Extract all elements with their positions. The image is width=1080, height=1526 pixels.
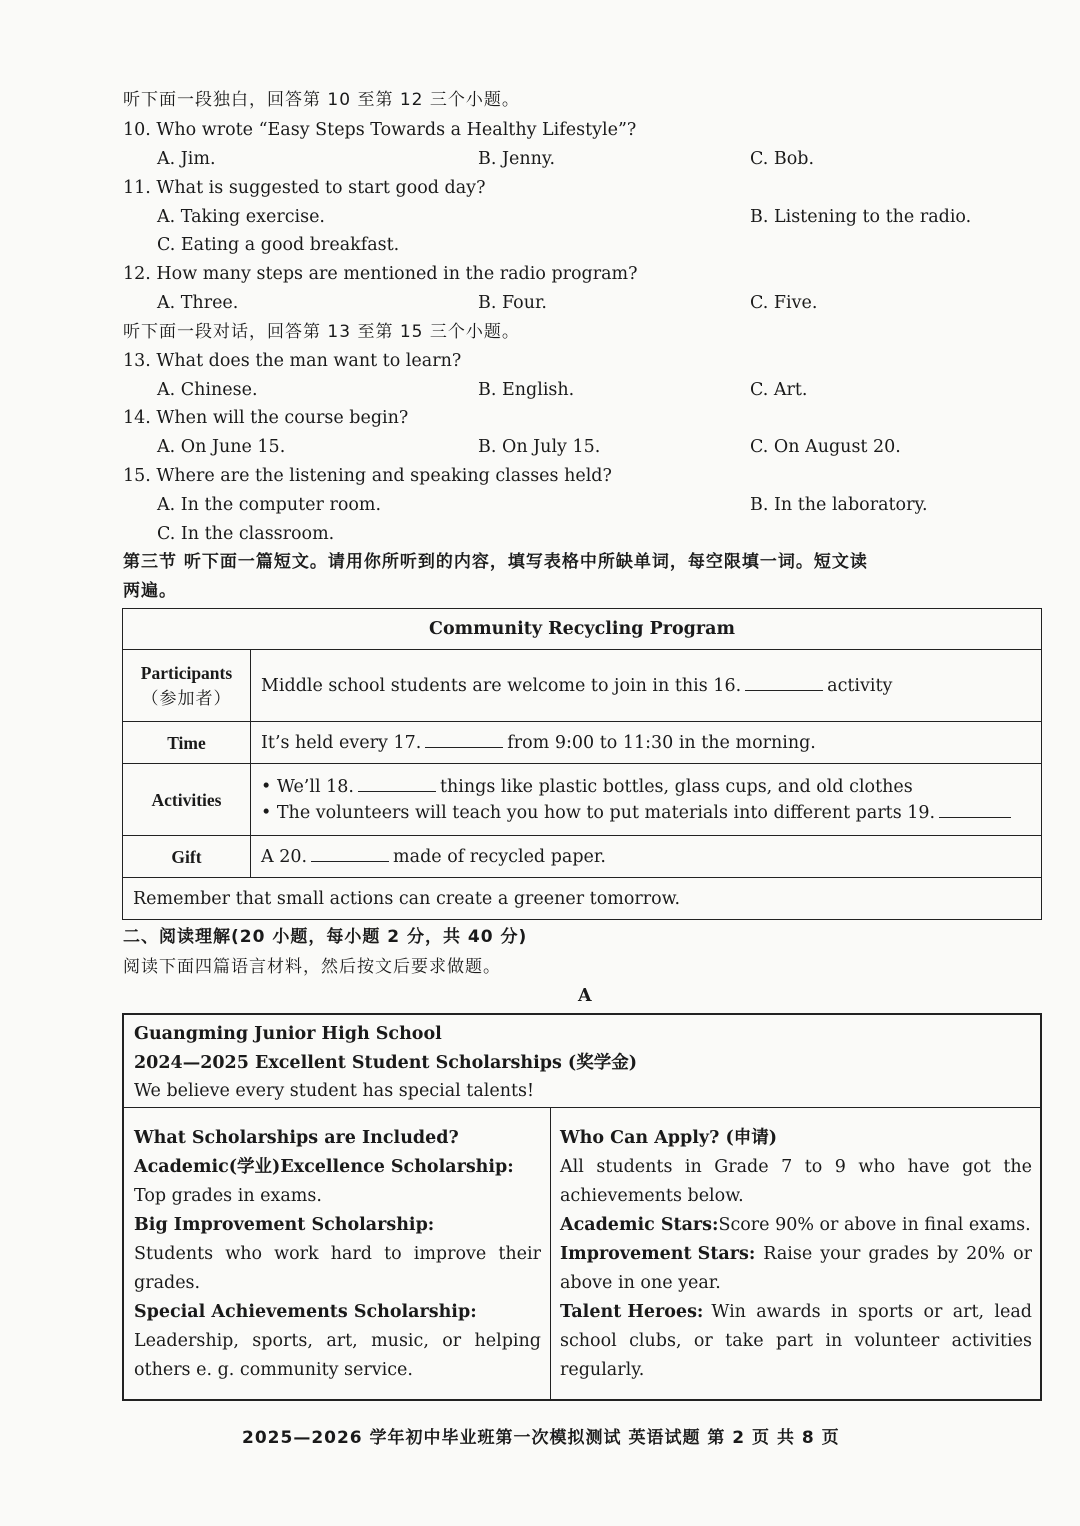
option-11a: A. Taking exercise.	[157, 207, 325, 227]
option-15b: B. In the laboratory.	[750, 495, 928, 515]
scholarships-included	[134, 1124, 541, 1385]
question-15: 15. Where are the listening and speaking classes held?	[123, 466, 612, 486]
talent-heroes	[560, 1298, 1032, 1327]
academic-stars	[560, 1211, 1032, 1240]
option-11b: B. Listening to the radio.	[750, 207, 972, 227]
question-12: 12. How many steps are mentioned in the radio program?	[123, 264, 638, 284]
blank-16[interactable]	[745, 676, 823, 691]
gift-label: Gift	[123, 836, 251, 878]
header-divider	[124, 1107, 1040, 1108]
blank-19[interactable]	[939, 803, 1011, 818]
who-can-apply	[560, 1124, 1032, 1385]
section3-instruction: 第三节 听下面一篇短文。请用你所听到的内容，填写表格中所缺单词，每空限填一词。短文读	[123, 552, 868, 572]
monologue-instruction: 听下面一段独白，回答第 10 至第 12 三个小题。	[123, 90, 520, 110]
question-10: 10. Who wrote “Easy Steps Towards a Healthy Lifestyle”?	[123, 120, 637, 140]
participants-label	[123, 650, 251, 722]
option-10c: C. Bob.	[750, 149, 815, 169]
apply-text: All students in Grade 7 to 9 who have got the	[560, 1157, 1032, 1177]
option-12c: C. Five.	[750, 293, 818, 313]
blank-17[interactable]	[425, 733, 503, 748]
improvement-scholarship-title: Big Improvement Scholarship:	[134, 1215, 435, 1235]
academic-stars-text: Score 90% or above in final exams.	[718, 1215, 1031, 1235]
improvement-stars-text-cont: above in one year.	[560, 1273, 721, 1293]
talent-heroes-label: Talent Heroes:	[560, 1302, 704, 1322]
question-11: 11. What is suggested to start good day?	[123, 178, 486, 198]
included-heading: What Scholarships are Included?	[134, 1128, 459, 1148]
time-text: It’s held every 17.	[261, 732, 422, 753]
special-scholarship-title: Special Achievements Scholarship:	[134, 1302, 477, 1322]
option-10b: B. Jenny.	[478, 149, 556, 169]
reading-instruction: 阅读下面四篇语言材料，然后按文后要求做题。	[123, 957, 501, 977]
special-scholarship-text: Leadership, sports, art, music, or helping	[134, 1331, 541, 1351]
activity-1-text: • We’ll 18.	[261, 776, 354, 797]
improvement-scholarship-text: Students who work hard to improve their	[134, 1244, 541, 1264]
question-14: 14. When will the course begin?	[123, 408, 409, 428]
table-footer: Remember that small actions can create a greener tomorrow.	[123, 878, 1042, 920]
blank-20[interactable]	[311, 847, 389, 862]
apply-heading: Who Can Apply? (申请)	[560, 1128, 777, 1148]
page-footer: 2025—2026 学年初中毕业班第一次模拟测试 英语试题 第 2 页 共 8 页	[242, 1428, 840, 1448]
improvement-stars-text: Raise your grades by 20% or	[763, 1244, 1032, 1264]
participants-label-cn: （参加者）	[141, 688, 232, 709]
participants-cell	[251, 650, 1042, 722]
scholarship-motto: We believe every student has special talents!	[134, 1081, 535, 1101]
participants-text: Middle school students are welcome to join in this 16.	[261, 675, 742, 696]
option-12a: A. Three.	[157, 293, 239, 313]
option-14b: B. On July 15.	[478, 437, 601, 457]
improvement-stars	[560, 1240, 1032, 1269]
table-title: Community Recycling Program	[123, 609, 1042, 650]
talent-heroes-text-end: regularly.	[560, 1360, 645, 1380]
special-scholarship-text-cont: others e. g. community service.	[134, 1360, 413, 1380]
gift-text-end: made of recycled paper.	[393, 846, 606, 867]
participants-label-en: Participants	[140, 662, 233, 683]
activity-2-text: • The volunteers will teach you how to put materials into different parts 19.	[261, 802, 936, 823]
option-14c: C. On August 20.	[750, 437, 901, 457]
option-13a: A. Chinese.	[157, 380, 258, 400]
blank-18[interactable]	[358, 777, 436, 792]
option-13c: C. Art.	[750, 380, 808, 400]
school-name: Guangming Junior High School	[134, 1024, 442, 1044]
activity-1-text-end: things like plastic bottles, glass cups, and old clothes	[439, 776, 913, 797]
gift-cell	[251, 836, 1042, 878]
improvement-scholarship-text-cont: grades.	[134, 1273, 201, 1293]
activities-cell	[251, 764, 1042, 836]
option-12b: B. Four.	[478, 293, 547, 313]
scholarship-title: 2024—2025 Excellent Student Scholarships (奖学金)	[134, 1053, 637, 1073]
passage-label: A	[578, 986, 592, 1006]
academic-scholarship-text: Top grades in exams.	[134, 1186, 322, 1206]
apply-text-cont: achievements below.	[560, 1186, 744, 1206]
time-label: Time	[123, 722, 251, 764]
gift-text: A 20.	[261, 846, 308, 867]
academic-stars-label: Academic Stars:	[560, 1215, 719, 1235]
option-10a: A. Jim.	[157, 149, 216, 169]
scholarship-notice	[122, 1013, 1042, 1401]
recycling-program-table	[122, 608, 1042, 920]
option-15c: C. In the classroom.	[157, 524, 335, 544]
academic-scholarship-title: Academic(学业)Excellence Scholarship:	[134, 1157, 514, 1177]
talent-heroes-text: Win awards in sports or art, lead	[711, 1302, 1032, 1322]
dialogue-instruction: 听下面一段对话，回答第 13 至第 15 三个小题。	[123, 322, 520, 342]
time-text-end: from 9:00 to 11:30 in the morning.	[507, 732, 816, 753]
activities-label: Activities	[123, 764, 251, 836]
time-cell	[251, 722, 1042, 764]
option-13b: B. English.	[478, 380, 575, 400]
option-11c: C. Eating a good breakfast.	[157, 235, 400, 255]
option-15a: A. In the computer room.	[157, 495, 382, 515]
reading-heading: 二、阅读理解(20 小题，每小题 2 分，共 40 分)	[123, 927, 528, 947]
question-13: 13. What does the man want to learn?	[123, 351, 462, 371]
activity-item-2	[261, 800, 1031, 826]
talent-heroes-text-cont: school clubs, or take part in volunteer activities	[560, 1331, 1032, 1351]
participants-text-end: activity	[827, 675, 893, 696]
improvement-stars-label: Improvement Stars:	[560, 1244, 756, 1264]
column-divider	[550, 1107, 551, 1401]
activity-item-1	[261, 774, 1031, 800]
option-14a: A. On June 15.	[157, 437, 286, 457]
section3-instruction-cont: 两遍。	[123, 581, 177, 601]
